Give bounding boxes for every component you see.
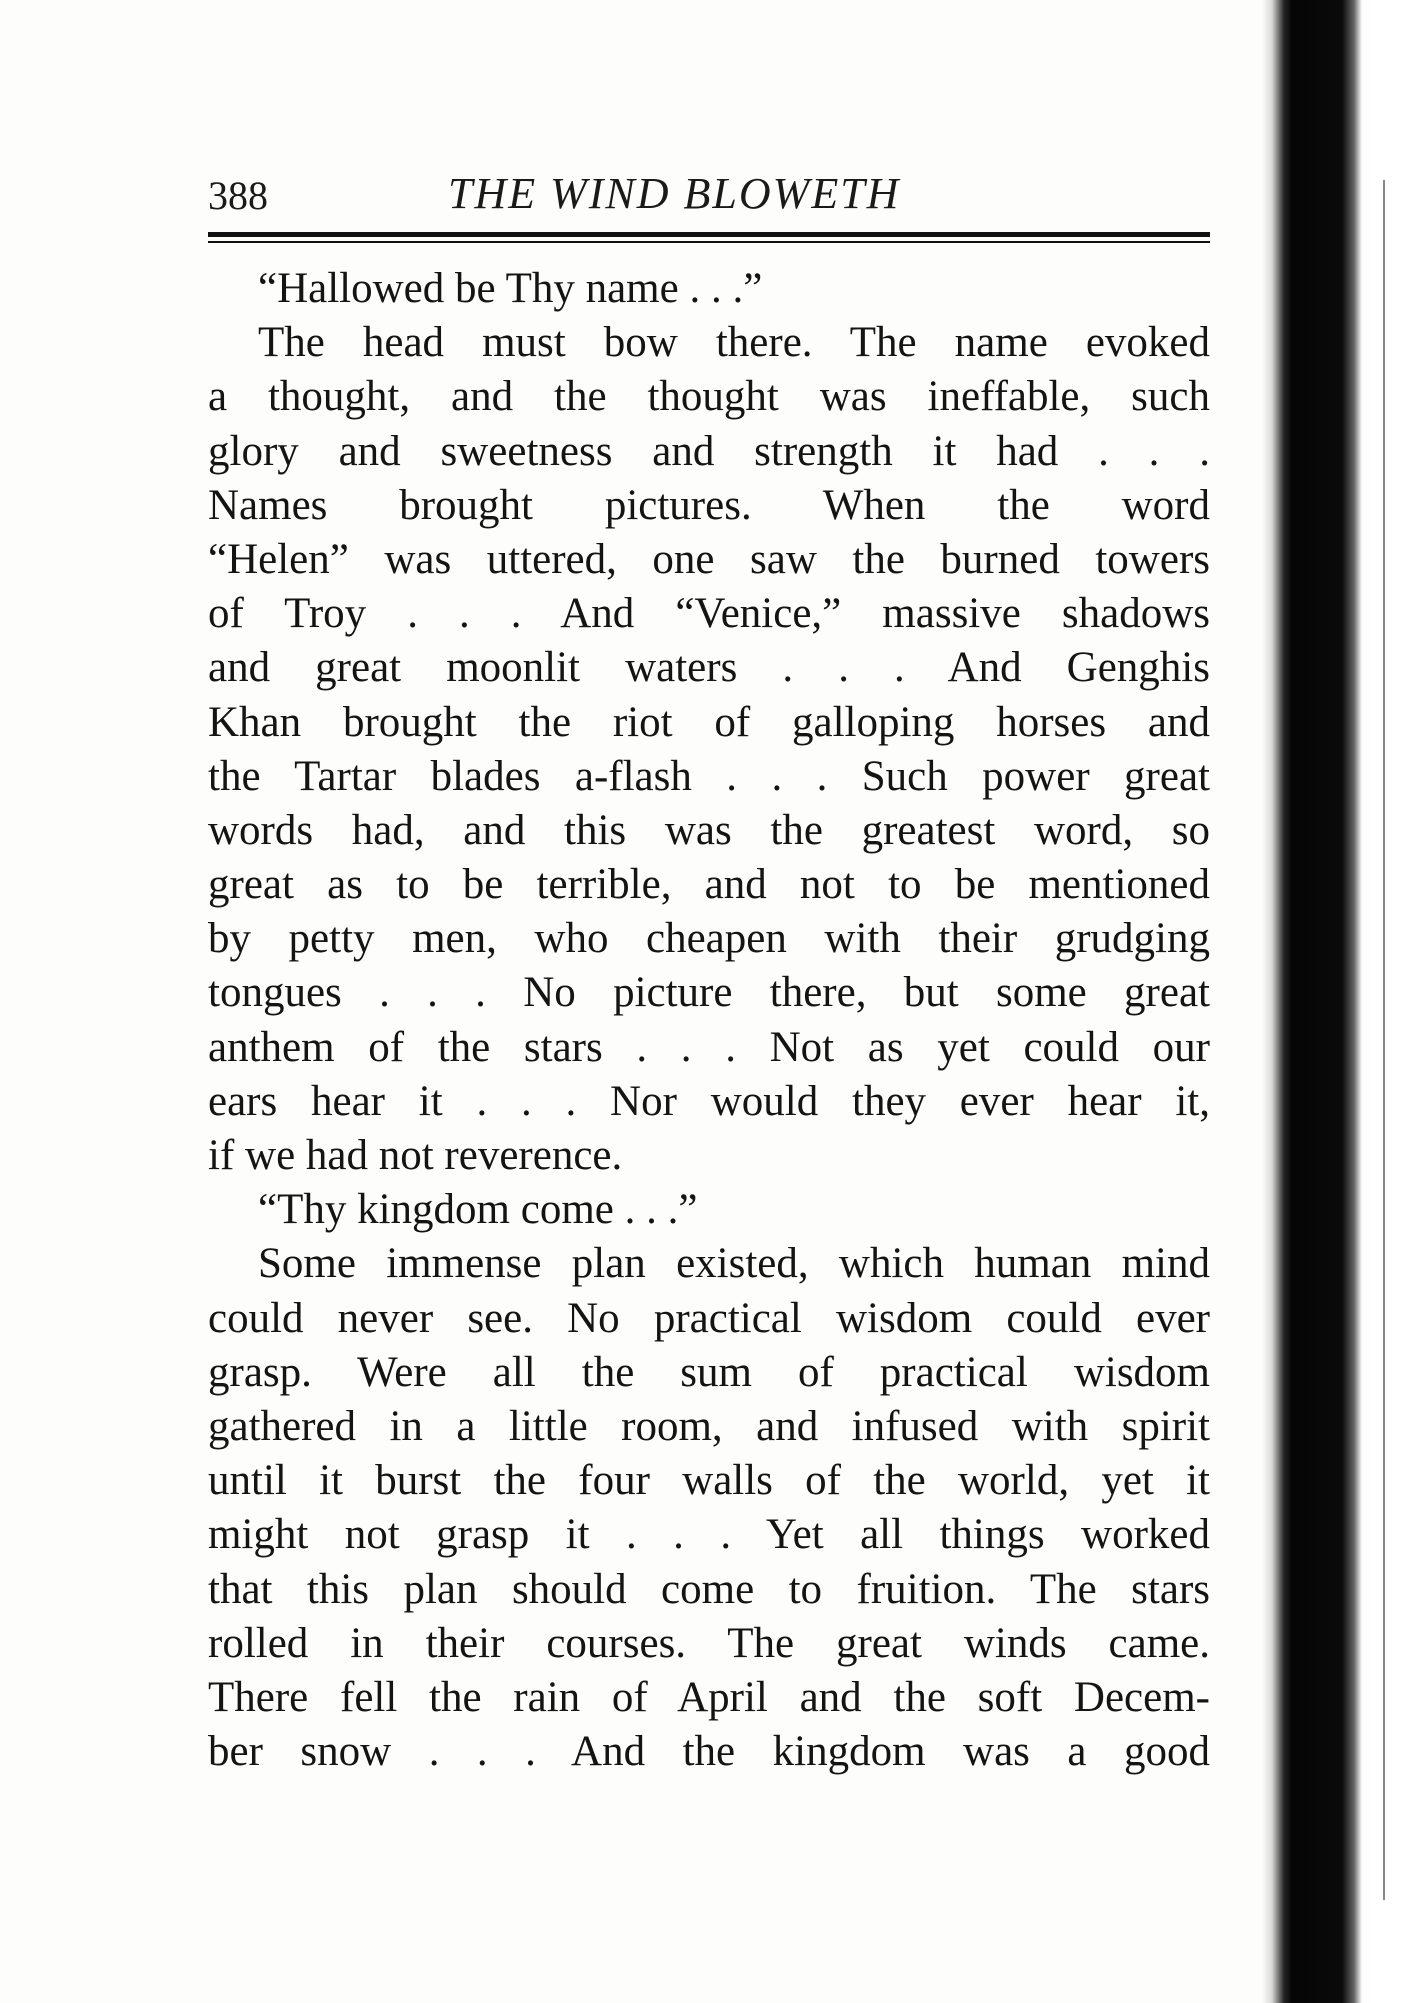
text-line: There fell the rain of April and the soft Decem- (208, 1673, 1210, 1721)
page-number: 388 (208, 173, 268, 218)
text-line: grasp. Were all the sum of practical wisdom (208, 1348, 1210, 1396)
text-line: might not grasp it . . . Yet all things worked (208, 1511, 1210, 1559)
text-line: by petty men, who cheapen with their grudging (208, 915, 1210, 963)
text-line: and great moonlit waters . . . And Genghis (208, 644, 1210, 692)
binding-shadow (1262, 0, 1409, 2003)
text-line: ber snow . . . And the kingdom was a good (208, 1728, 1210, 1776)
body-text (208, 262, 1210, 1779)
text-line: glory and sweetness and strength it had . . . (208, 427, 1210, 475)
text-line: Khan brought the riot of galloping horses and (208, 698, 1210, 746)
text-line: of Troy . . . And “Venice,” massive shadows (208, 590, 1210, 638)
text-line: a thought, and the thought was ineffable, such (208, 373, 1210, 421)
text-line: gathered in a little room, and infused with spirit (208, 1402, 1210, 1450)
text-line: until it burst the four walls of the world, yet it (208, 1457, 1210, 1505)
text-line: Names brought pictures. When the word (208, 481, 1210, 529)
text-line: Some immense plan existed, which human mind (258, 1240, 1210, 1288)
text-line: rolled in their courses. The great winds came. (208, 1619, 1210, 1667)
text-line: “Thy kingdom come . . .” (258, 1186, 698, 1234)
header-rule-thick (208, 232, 1210, 237)
text-line: “Helen” was uttered, one saw the burned towers (208, 535, 1210, 583)
text-line: “Hallowed be Thy name . . .” (258, 265, 763, 312)
text-line: if we had not reverence. (208, 1132, 623, 1179)
running-title: THE WIND BLOWETH (448, 169, 901, 218)
text-line: tongues . . . No picture there, but some great (208, 969, 1210, 1017)
text-line: ears hear it . . . Nor would they ever hear it, (208, 1077, 1210, 1125)
text-line: great as to be terrible, and not to be mentioned (208, 861, 1210, 909)
header-rule-thin (208, 241, 1210, 243)
text-line: anthem of the stars . . . Not as yet could our (208, 1023, 1210, 1071)
running-header (208, 168, 1208, 232)
binding-edge-line (1383, 180, 1385, 1900)
text-line: could never see. No practical wisdom could ever (208, 1294, 1210, 1342)
text-line: words had, and this was the greatest word, so (208, 806, 1210, 854)
text-line: that this plan should come to fruition. The stars (208, 1565, 1210, 1613)
text-line: the Tartar blades a-flash . . . Such power great (208, 752, 1210, 800)
text-line: The head must bow there. The name evoked (258, 319, 1210, 367)
